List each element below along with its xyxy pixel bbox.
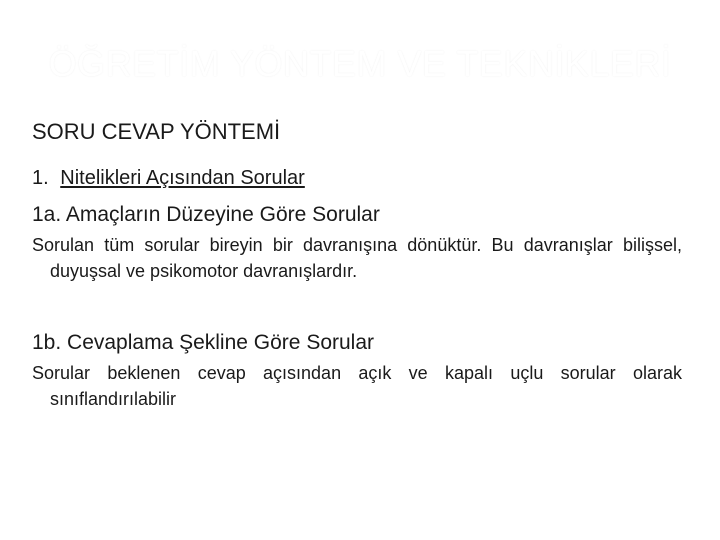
section-heading: SORU CEVAP YÖNTEMİ — [32, 119, 281, 144]
subsection-1a-title: 1a. Amaçların Düzeyine Göre Sorular — [32, 203, 380, 226]
slide-content — [32, 118, 682, 412]
subsection-1 — [32, 166, 682, 190]
slide-title: ÖĞRETİM YÖNTEM VE TEKNİKLERİ — [48, 43, 672, 84]
spacer — [32, 284, 682, 330]
subsection-1-number: 1. — [32, 167, 49, 189]
subsection-1b-text: Sorular beklenen cevap açısından açık ve kapalı uçlu sorular olarak sınıflandırılabilir — [32, 363, 682, 409]
subsection-1-link[interactable]: Nitelikleri Açısından Sorular — [60, 167, 305, 189]
subsection-1a-text: Sorulan tüm sorular bireyin bir davranışına dönüktür. Bu davranışlar bilişsel, duyuşsal ve psikomotor davranışlardır. — [32, 235, 682, 281]
subsection-1b-title: 1b. Cevaplama Şekline Göre Sorular — [32, 331, 375, 354]
